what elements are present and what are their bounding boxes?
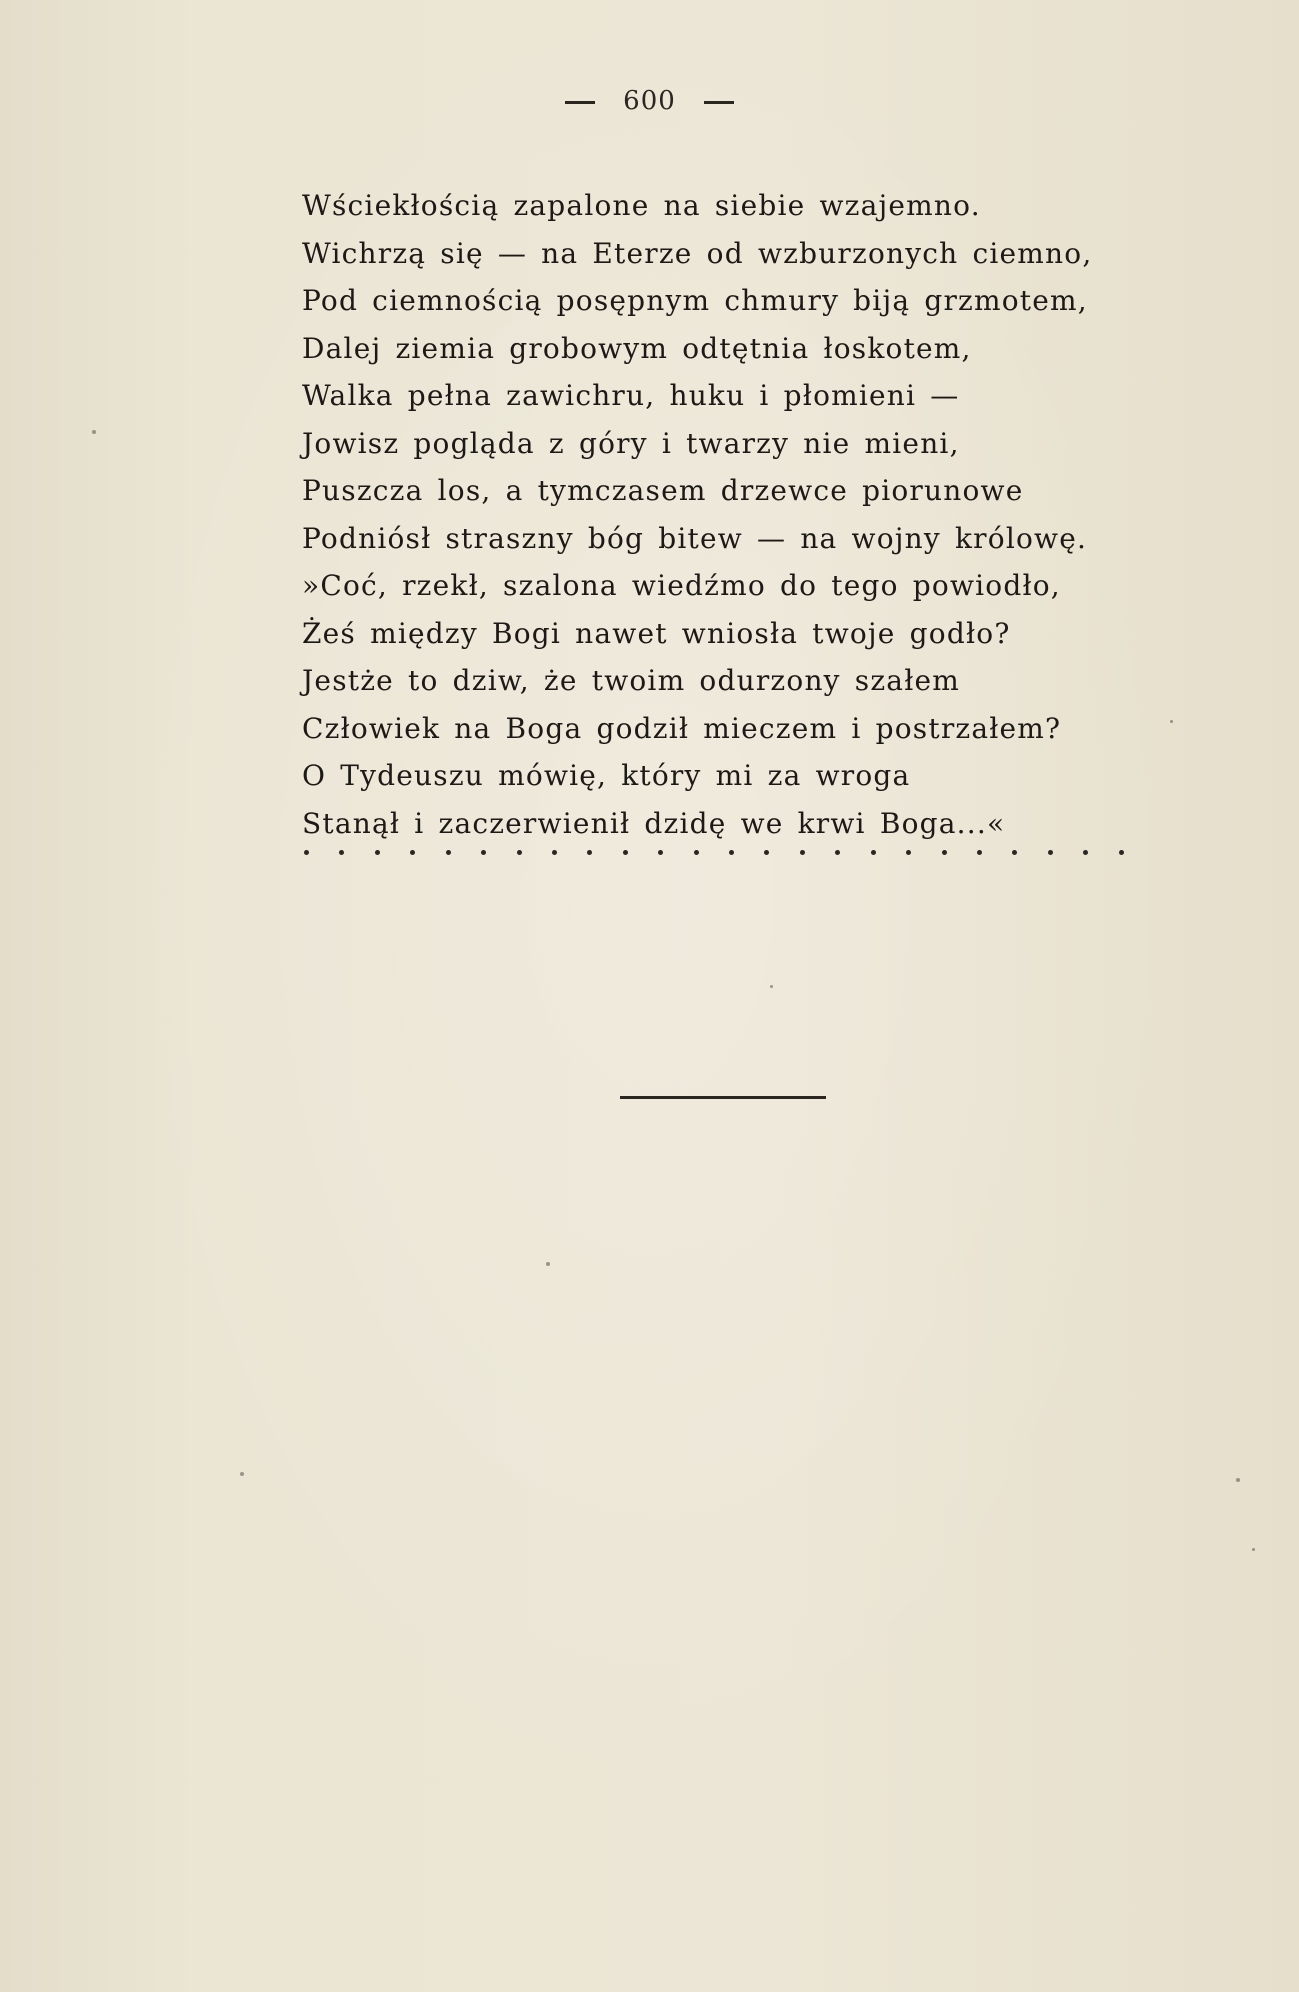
poem-line: Jestże to dziw, że twoim odurzony szałem [302, 664, 961, 697]
paper-speck [1252, 1548, 1255, 1551]
omission-dot [552, 850, 557, 855]
omission-dot [871, 850, 876, 855]
paper-speck [546, 1262, 550, 1266]
poem-line: Człowiek na Boga godził mieczem i postrzałem? [302, 711, 1062, 745]
poem-line: Stanął i zaczerwienił dzidę we krwi Boga...« [302, 806, 1006, 840]
poem-line: »Coć, rzekł, szalona wiedźmo do tego powiodło, [302, 569, 1061, 602]
omission-dot [942, 850, 947, 855]
omission-dot [517, 850, 522, 855]
omission-dot [481, 850, 486, 855]
poem-line: Wściekłością zapalone na siebie wzajemno. [302, 189, 981, 222]
omission-dot [623, 850, 628, 855]
poem-text [302, 182, 1202, 847]
omission-dot [977, 850, 982, 855]
poem-line: Walka pełna zawichru, huku i płomieni — [302, 379, 960, 412]
paper-speck [92, 430, 96, 434]
omission-dot [446, 850, 451, 855]
omission-dot [410, 850, 415, 855]
paper-speck [1236, 1478, 1240, 1482]
poem-line: O Tydeuszu mówię, który mi za wroga [302, 759, 911, 792]
omission-dot [694, 850, 699, 855]
paper-speck [770, 985, 773, 988]
poem-line: Wichrzą się — na Eterze od wzburzonych ciemno, [302, 236, 1093, 270]
omission-dot [1012, 850, 1017, 855]
header-dash-left [565, 101, 595, 104]
paper-speck [240, 1472, 244, 1476]
omission-dot [764, 850, 769, 855]
poem-line: Dalej ziemia grobowym odtętnia łoskotem, [302, 331, 972, 365]
omission-dot [1083, 850, 1088, 855]
poem-line: Puszcza los, a tymczasem drzewce piorunowe [302, 474, 1024, 507]
poem-line: Pod ciemnością posępnym chmury biją grzmotem, [302, 284, 1088, 317]
omission-dot [658, 850, 663, 855]
omission-dot [800, 850, 805, 855]
omission-dot [587, 850, 592, 855]
omission-dot [729, 850, 734, 855]
omission-dot [835, 850, 840, 855]
poem-line: Żeś między Bogi nawet wniosła twoje godło? [302, 616, 1011, 650]
omission-dots [304, 850, 1124, 855]
omission-dot [906, 850, 911, 855]
omission-dot [339, 850, 344, 855]
omission-dot [1119, 850, 1124, 855]
poem-line: Jowisz pogląda z góry i twarzy nie mieni, [302, 426, 960, 460]
page-number: 600 [623, 86, 676, 116]
header-dash-right [704, 101, 734, 104]
omission-dot [375, 850, 380, 855]
poem-line: Podniósł straszny bóg bitew — na wojny królowę. [302, 521, 1088, 555]
page-header [0, 86, 1299, 116]
end-rule [620, 1096, 826, 1099]
omission-dot [1048, 850, 1053, 855]
omission-dot [304, 850, 309, 855]
